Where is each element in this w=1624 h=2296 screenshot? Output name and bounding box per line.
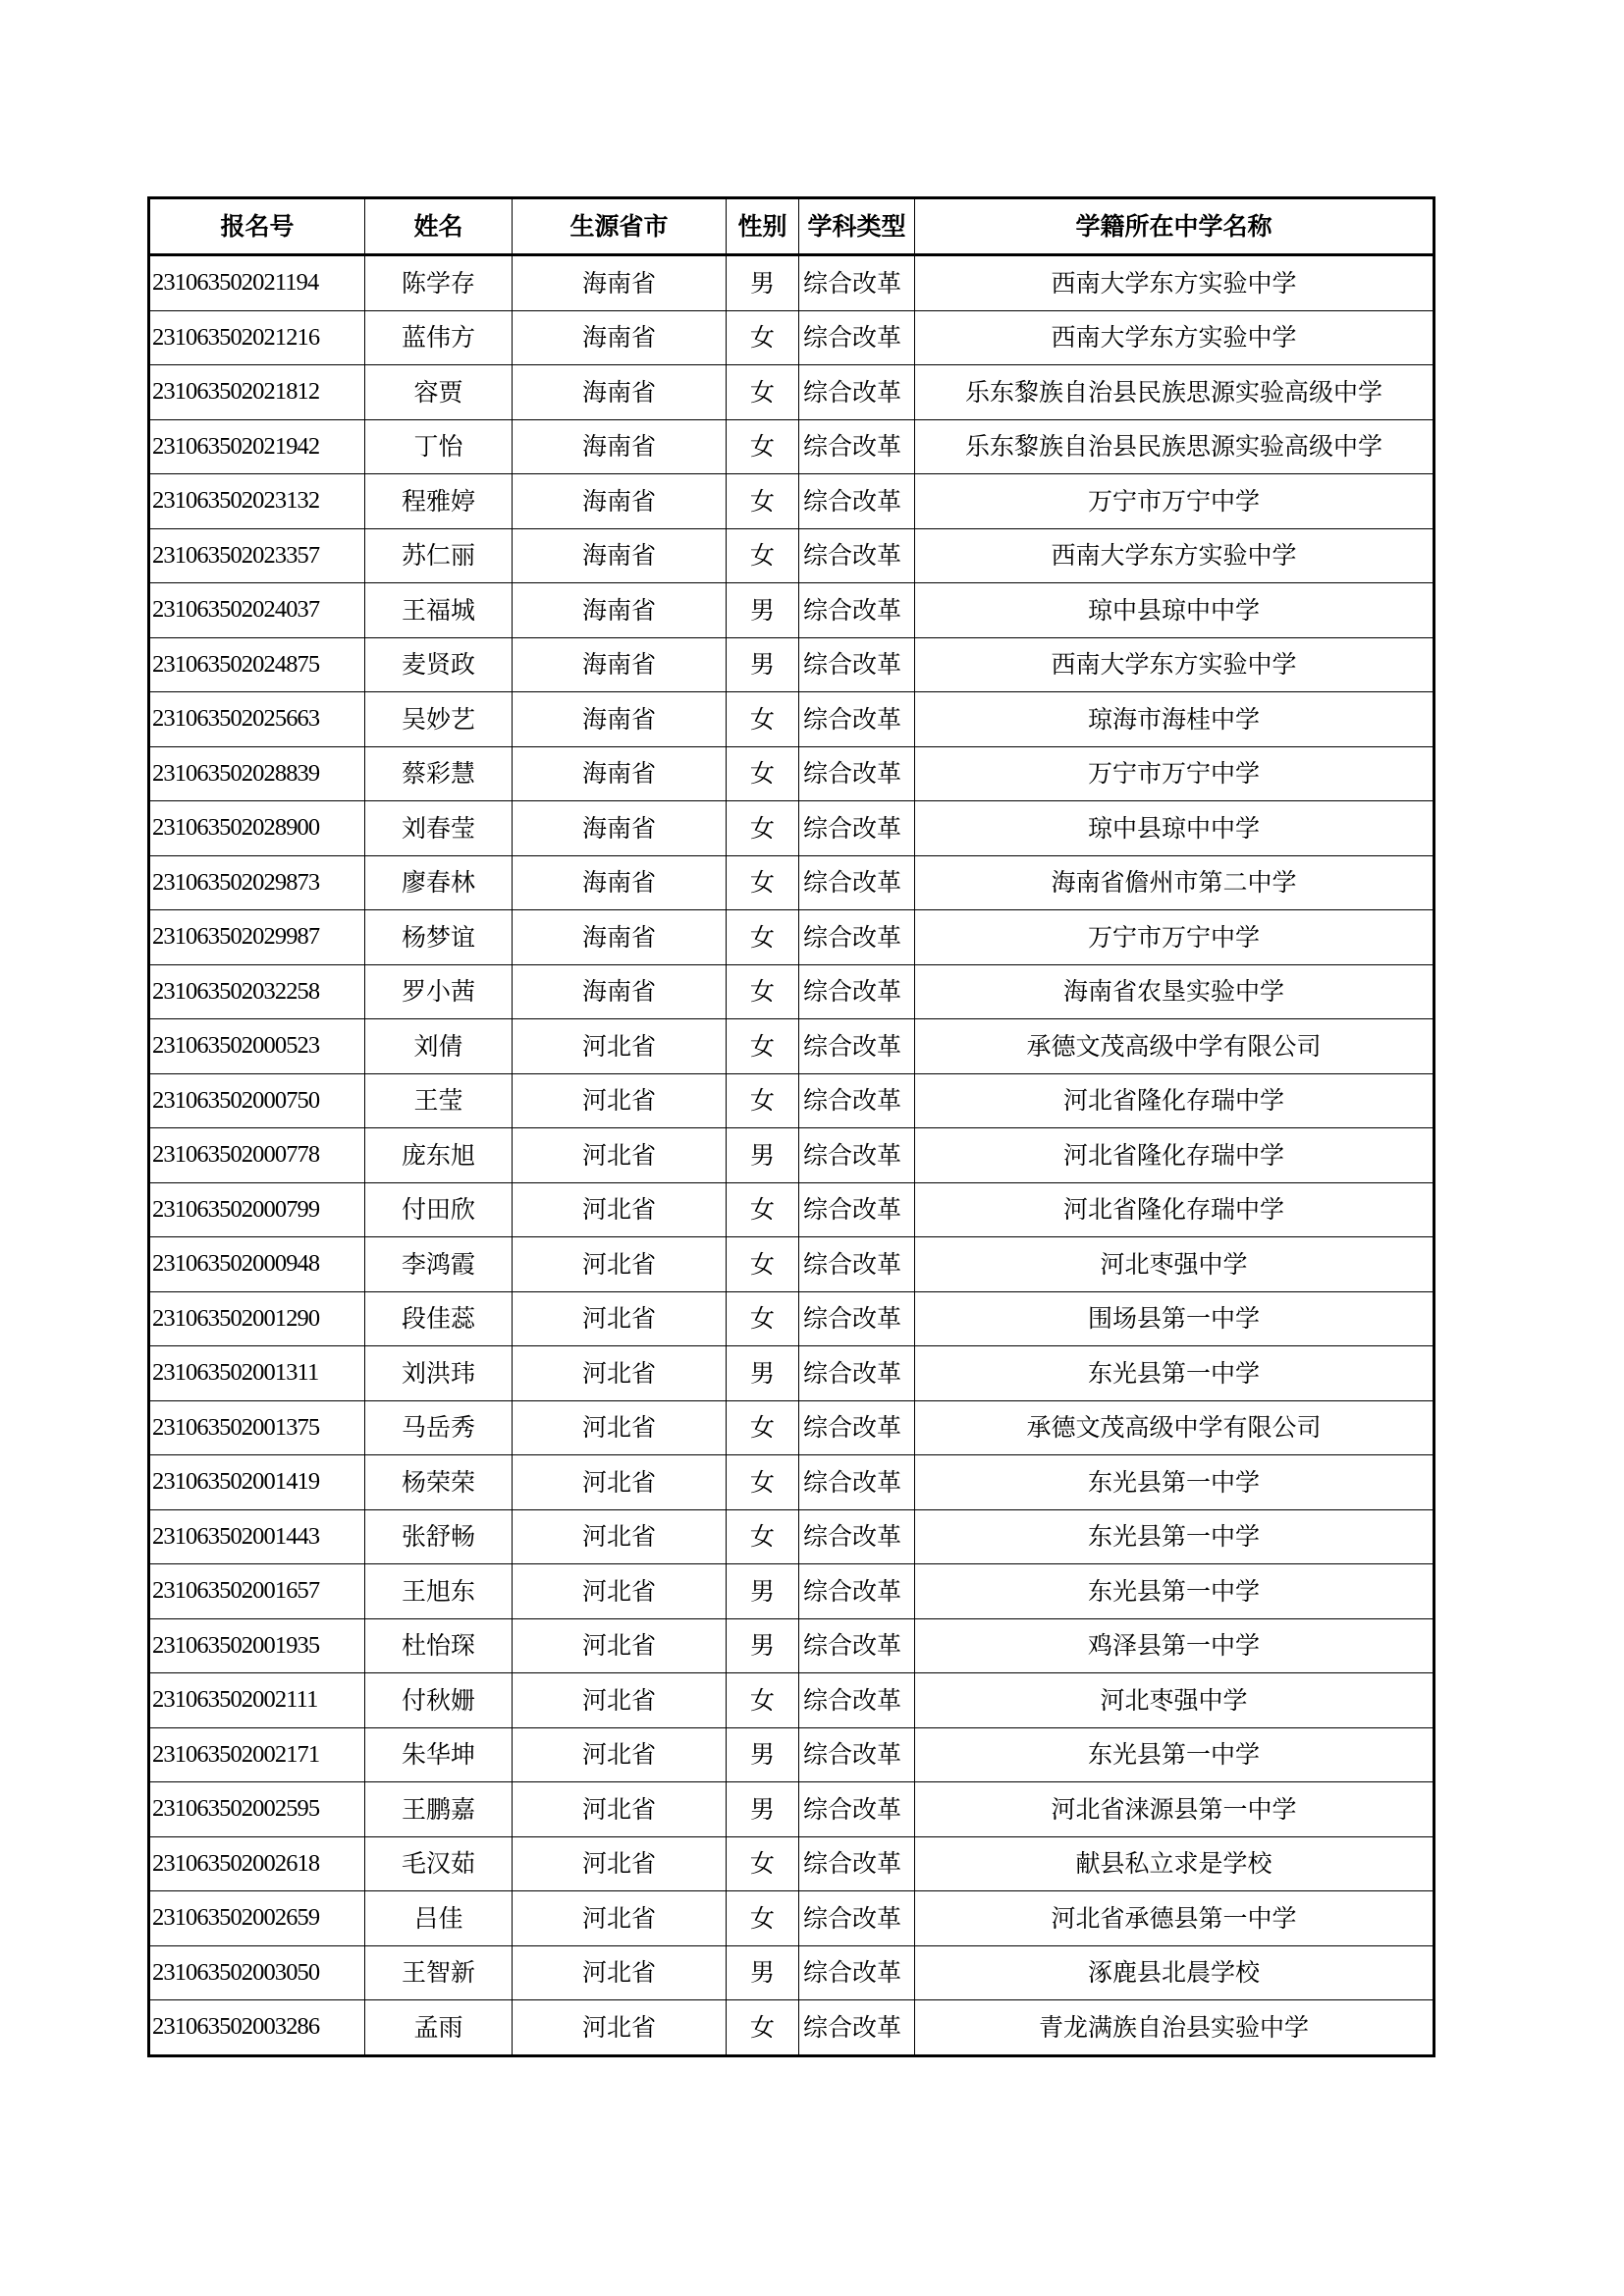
registration-number-cell: 231063502025663 (149, 692, 365, 747)
subject-type-cell: 综合改革 (799, 1509, 915, 1564)
registration-number-cell: 231063502001290 (149, 1291, 365, 1346)
table-row (149, 474, 1435, 529)
school-cell: 乐东黎族自治县民族思源实验高级中学 (915, 365, 1435, 420)
school-cell: 鸡泽县第一中学 (915, 1618, 1435, 1673)
table-row (149, 365, 1435, 420)
province-cell: 河北省 (513, 1291, 727, 1346)
province-cell: 河北省 (513, 1782, 727, 1837)
table-row (149, 1346, 1435, 1401)
gender-cell: 女 (727, 2000, 799, 2056)
table-row (149, 1782, 1435, 1837)
school-cell: 河北省涞源县第一中学 (915, 1782, 1435, 1837)
province-cell: 海南省 (513, 474, 727, 529)
school-cell: 承德文茂高级中学有限公司 (915, 1019, 1435, 1074)
name-cell: 王智新 (365, 1945, 513, 2000)
province-cell: 海南省 (513, 419, 727, 474)
province-cell: 海南省 (513, 855, 727, 910)
school-cell: 涿鹿县北晨学校 (915, 1945, 1435, 2000)
school-cell: 献县私立求是学校 (915, 1836, 1435, 1891)
gender-cell: 男 (727, 1782, 799, 1837)
table-row (149, 1455, 1435, 1510)
gender-cell: 男 (727, 1564, 799, 1619)
subject-type-cell: 综合改革 (799, 474, 915, 529)
gender-cell: 女 (727, 746, 799, 801)
province-cell: 海南省 (513, 964, 727, 1019)
province-cell: 河北省 (513, 1019, 727, 1074)
subject-type-cell: 综合改革 (799, 855, 915, 910)
subject-type-cell: 综合改革 (799, 365, 915, 420)
school-cell: 东光县第一中学 (915, 1455, 1435, 1510)
registration-number-cell: 231063502021812 (149, 365, 365, 420)
gender-cell: 女 (727, 692, 799, 747)
gender-cell: 女 (727, 1891, 799, 1946)
registration-number-cell: 231063502001443 (149, 1509, 365, 1564)
gender-cell: 女 (727, 419, 799, 474)
table-row (149, 1237, 1435, 1292)
name-cell: 王莹 (365, 1073, 513, 1128)
registration-number-cell: 231063502021194 (149, 255, 365, 311)
gender-cell: 女 (727, 1836, 799, 1891)
name-cell: 王旭东 (365, 1564, 513, 1619)
province-cell: 河北省 (513, 1945, 727, 2000)
subject-type-cell: 综合改革 (799, 1237, 915, 1292)
registration-number-cell: 231063502000523 (149, 1019, 365, 1074)
school-cell: 琼中县琼中中学 (915, 801, 1435, 856)
gender-cell: 女 (727, 910, 799, 965)
gender-cell: 男 (727, 637, 799, 692)
gender-cell: 女 (727, 1182, 799, 1237)
header-registration-number: 报名号 (149, 198, 365, 255)
registration-number-cell: 231063502002171 (149, 1727, 365, 1782)
name-cell: 张舒畅 (365, 1509, 513, 1564)
table-row (149, 310, 1435, 365)
school-cell: 围场县第一中学 (915, 1291, 1435, 1346)
name-cell: 孟雨 (365, 2000, 513, 2056)
name-cell: 苏仁丽 (365, 528, 513, 583)
registration-number-cell: 231063502000799 (149, 1182, 365, 1237)
table-row (149, 801, 1435, 856)
province-cell: 海南省 (513, 528, 727, 583)
registration-number-cell: 231063502001935 (149, 1618, 365, 1673)
header-school: 学籍所在中学名称 (915, 198, 1435, 255)
subject-type-cell: 综合改革 (799, 692, 915, 747)
name-cell: 廖春林 (365, 855, 513, 910)
table-row (149, 583, 1435, 638)
school-cell: 海南省儋州市第二中学 (915, 855, 1435, 910)
gender-cell: 男 (727, 1618, 799, 1673)
gender-cell: 女 (727, 1509, 799, 1564)
name-cell: 吕佳 (365, 1891, 513, 1946)
province-cell: 河北省 (513, 1455, 727, 1510)
table-row (149, 964, 1435, 1019)
name-cell: 刘春莹 (365, 801, 513, 856)
gender-cell: 男 (727, 1727, 799, 1782)
name-cell: 刘洪玮 (365, 1346, 513, 1401)
province-cell: 河北省 (513, 1673, 727, 1728)
school-cell: 西南大学东方实验中学 (915, 528, 1435, 583)
registration-number-cell: 231063502024037 (149, 583, 365, 638)
province-cell: 河北省 (513, 1400, 727, 1455)
table-row (149, 1073, 1435, 1128)
name-cell: 杨荣荣 (365, 1455, 513, 1510)
registration-number-cell: 231063502021216 (149, 310, 365, 365)
province-cell: 海南省 (513, 637, 727, 692)
school-cell: 承德文茂高级中学有限公司 (915, 1400, 1435, 1455)
school-cell: 河北省隆化存瑞中学 (915, 1128, 1435, 1183)
registration-number-cell: 231063502001657 (149, 1564, 365, 1619)
table-row (149, 1182, 1435, 1237)
name-cell: 王福城 (365, 583, 513, 638)
gender-cell: 女 (727, 310, 799, 365)
table-row (149, 1509, 1435, 1564)
table-row (149, 528, 1435, 583)
name-cell: 麦贤政 (365, 637, 513, 692)
subject-type-cell: 综合改革 (799, 1836, 915, 1891)
registration-number-cell: 231063502029987 (149, 910, 365, 965)
gender-cell: 女 (727, 365, 799, 420)
registration-number-cell: 231063502002595 (149, 1782, 365, 1837)
school-cell: 琼中县琼中中学 (915, 583, 1435, 638)
name-cell: 陈学存 (365, 255, 513, 311)
school-cell: 东光县第一中学 (915, 1727, 1435, 1782)
registration-number-cell: 231063502001375 (149, 1400, 365, 1455)
school-cell: 东光县第一中学 (915, 1564, 1435, 1619)
name-cell: 蓝伟方 (365, 310, 513, 365)
header-subject-type: 学科类型 (799, 198, 915, 255)
province-cell: 河北省 (513, 1836, 727, 1891)
registration-number-cell: 231063502000778 (149, 1128, 365, 1183)
province-cell: 海南省 (513, 692, 727, 747)
table-row (149, 2000, 1435, 2056)
subject-type-cell: 综合改革 (799, 801, 915, 856)
province-cell: 海南省 (513, 255, 727, 311)
registration-number-cell: 231063502032258 (149, 964, 365, 1019)
name-cell: 罗小茜 (365, 964, 513, 1019)
gender-cell: 男 (727, 255, 799, 311)
registration-number-cell: 231063502023132 (149, 474, 365, 529)
table-row (149, 1128, 1435, 1183)
province-cell: 河北省 (513, 2000, 727, 2056)
subject-type-cell: 综合改革 (799, 419, 915, 474)
header-province: 生源省市 (513, 198, 727, 255)
province-cell: 河北省 (513, 1727, 727, 1782)
name-cell: 付秋姗 (365, 1673, 513, 1728)
name-cell: 朱华坤 (365, 1727, 513, 1782)
subject-type-cell: 综合改革 (799, 2000, 915, 2056)
subject-type-cell: 综合改革 (799, 583, 915, 638)
name-cell: 庞东旭 (365, 1128, 513, 1183)
table-row (149, 1727, 1435, 1782)
province-cell: 河北省 (513, 1073, 727, 1128)
subject-type-cell: 综合改革 (799, 746, 915, 801)
subject-type-cell: 综合改革 (799, 1455, 915, 1510)
table-row (149, 255, 1435, 311)
gender-cell: 女 (727, 474, 799, 529)
subject-type-cell: 综合改革 (799, 964, 915, 1019)
school-cell: 乐东黎族自治县民族思源实验高级中学 (915, 419, 1435, 474)
subject-type-cell: 综合改革 (799, 1891, 915, 1946)
subject-type-cell: 综合改革 (799, 1727, 915, 1782)
name-cell: 段佳蕊 (365, 1291, 513, 1346)
name-cell: 杜怡琛 (365, 1618, 513, 1673)
school-cell: 海南省农垦实验中学 (915, 964, 1435, 1019)
table-row (149, 419, 1435, 474)
province-cell: 海南省 (513, 310, 727, 365)
registration-number-cell: 231063502000750 (149, 1073, 365, 1128)
name-cell: 丁怡 (365, 419, 513, 474)
province-cell: 河北省 (513, 1564, 727, 1619)
school-cell: 万宁市万宁中学 (915, 910, 1435, 965)
school-cell: 西南大学东方实验中学 (915, 310, 1435, 365)
subject-type-cell: 综合改革 (799, 255, 915, 311)
subject-type-cell: 综合改革 (799, 1128, 915, 1183)
name-cell: 程雅婷 (365, 474, 513, 529)
subject-type-cell: 综合改革 (799, 1564, 915, 1619)
province-cell: 河北省 (513, 1891, 727, 1946)
province-cell: 海南省 (513, 746, 727, 801)
subject-type-cell: 综合改革 (799, 528, 915, 583)
table-row (149, 1836, 1435, 1891)
subject-type-cell: 综合改革 (799, 1291, 915, 1346)
table-row (149, 1618, 1435, 1673)
school-cell: 西南大学东方实验中学 (915, 637, 1435, 692)
table-row (149, 1291, 1435, 1346)
registration-number-cell: 231063502024875 (149, 637, 365, 692)
subject-type-cell: 综合改革 (799, 1782, 915, 1837)
school-cell: 青龙满族自治县实验中学 (915, 2000, 1435, 2056)
table-row (149, 910, 1435, 965)
province-cell: 海南省 (513, 910, 727, 965)
name-cell: 蔡彩慧 (365, 746, 513, 801)
subject-type-cell: 综合改革 (799, 1073, 915, 1128)
gender-cell: 男 (727, 1128, 799, 1183)
gender-cell: 男 (727, 1945, 799, 2000)
table-row (149, 692, 1435, 747)
subject-type-cell: 综合改革 (799, 1019, 915, 1074)
registration-number-cell: 231063502028839 (149, 746, 365, 801)
registration-number-cell: 231063502003050 (149, 1945, 365, 2000)
registration-number-cell: 231063502021942 (149, 419, 365, 474)
table-row (149, 855, 1435, 910)
school-cell: 万宁市万宁中学 (915, 474, 1435, 529)
subject-type-cell: 综合改革 (799, 910, 915, 965)
roster-table (147, 196, 1435, 2057)
province-cell: 河北省 (513, 1237, 727, 1292)
province-cell: 河北省 (513, 1346, 727, 1401)
table-row (149, 746, 1435, 801)
school-cell: 河北枣强中学 (915, 1237, 1435, 1292)
gender-cell: 女 (727, 1673, 799, 1728)
table-row (149, 1564, 1435, 1619)
school-cell: 东光县第一中学 (915, 1509, 1435, 1564)
subject-type-cell: 综合改革 (799, 1400, 915, 1455)
name-cell: 李鸿霞 (365, 1237, 513, 1292)
gender-cell: 女 (727, 1237, 799, 1292)
gender-cell: 女 (727, 1455, 799, 1510)
name-cell: 马岳秀 (365, 1400, 513, 1455)
name-cell: 刘倩 (365, 1019, 513, 1074)
registration-number-cell: 231063502001419 (149, 1455, 365, 1510)
gender-cell: 女 (727, 855, 799, 910)
registration-number-cell: 231063502003286 (149, 2000, 365, 2056)
school-cell: 河北省承德县第一中学 (915, 1891, 1435, 1946)
table-row (149, 1945, 1435, 2000)
name-cell: 容贾 (365, 365, 513, 420)
school-cell: 河北枣强中学 (915, 1673, 1435, 1728)
gender-cell: 男 (727, 583, 799, 638)
gender-cell: 女 (727, 1019, 799, 1074)
school-cell: 万宁市万宁中学 (915, 746, 1435, 801)
subject-type-cell: 综合改革 (799, 1182, 915, 1237)
registration-number-cell: 231063502002618 (149, 1836, 365, 1891)
province-cell: 河北省 (513, 1509, 727, 1564)
registration-number-cell: 231063502028900 (149, 801, 365, 856)
province-cell: 海南省 (513, 583, 727, 638)
gender-cell: 女 (727, 964, 799, 1019)
registration-number-cell: 231063502000948 (149, 1237, 365, 1292)
gender-cell: 女 (727, 1073, 799, 1128)
registration-number-cell: 231063502001311 (149, 1346, 365, 1401)
header-gender: 性别 (727, 198, 799, 255)
school-cell: 琼海市海桂中学 (915, 692, 1435, 747)
province-cell: 河北省 (513, 1618, 727, 1673)
subject-type-cell: 综合改革 (799, 1346, 915, 1401)
province-cell: 河北省 (513, 1182, 727, 1237)
gender-cell: 女 (727, 801, 799, 856)
province-cell: 河北省 (513, 1128, 727, 1183)
name-cell: 吴妙艺 (365, 692, 513, 747)
table-row (149, 637, 1435, 692)
gender-cell: 女 (727, 1291, 799, 1346)
table-row (149, 1019, 1435, 1074)
school-cell: 西南大学东方实验中学 (915, 255, 1435, 311)
header-row (149, 198, 1435, 255)
name-cell: 毛汉茹 (365, 1836, 513, 1891)
school-cell: 河北省隆化存瑞中学 (915, 1073, 1435, 1128)
table-row (149, 1891, 1435, 1946)
subject-type-cell: 综合改革 (799, 637, 915, 692)
subject-type-cell: 综合改革 (799, 1618, 915, 1673)
gender-cell: 男 (727, 1346, 799, 1401)
registration-number-cell: 231063502029873 (149, 855, 365, 910)
name-cell: 付田欣 (365, 1182, 513, 1237)
registration-number-cell: 231063502002659 (149, 1891, 365, 1946)
subject-type-cell: 综合改革 (799, 1945, 915, 2000)
gender-cell: 女 (727, 528, 799, 583)
name-cell: 王鹏嘉 (365, 1782, 513, 1837)
school-cell: 东光县第一中学 (915, 1346, 1435, 1401)
subject-type-cell: 综合改革 (799, 310, 915, 365)
gender-cell: 女 (727, 1400, 799, 1455)
table-row (149, 1400, 1435, 1455)
registration-number-cell: 231063502023357 (149, 528, 365, 583)
province-cell: 海南省 (513, 801, 727, 856)
table-row (149, 1673, 1435, 1728)
name-cell: 杨梦谊 (365, 910, 513, 965)
header-name: 姓名 (365, 198, 513, 255)
school-cell: 河北省隆化存瑞中学 (915, 1182, 1435, 1237)
registration-number-cell: 231063502002111 (149, 1673, 365, 1728)
province-cell: 海南省 (513, 365, 727, 420)
subject-type-cell: 综合改革 (799, 1673, 915, 1728)
